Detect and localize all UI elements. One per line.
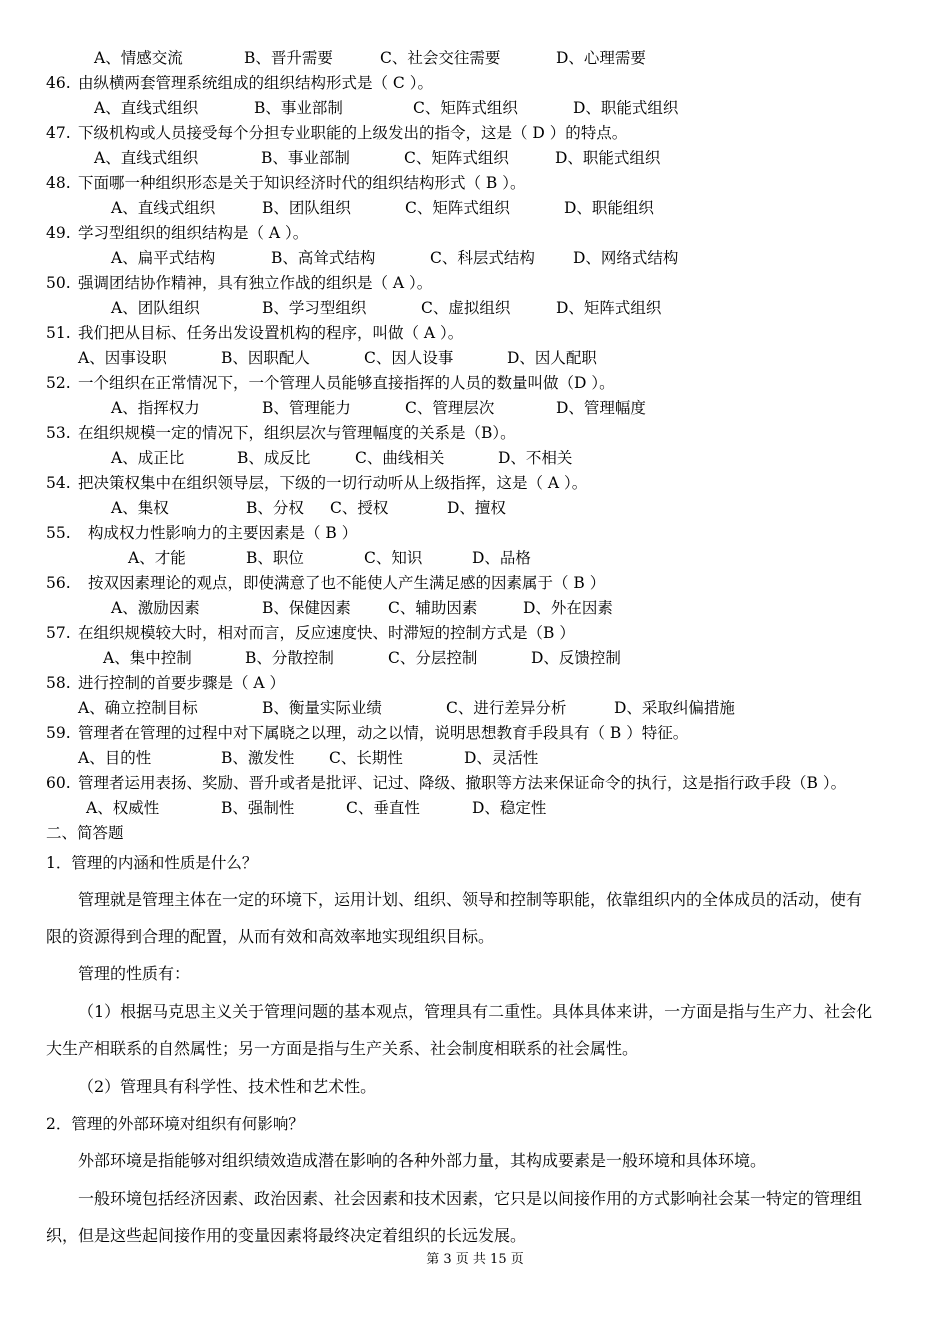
- option: A、因事设职: [78, 349, 167, 367]
- question-59: [46, 723, 688, 743]
- paragraph: 一般环境包括经济因素、政治因素、社会因素和技术因素，它只是以间接作用的方式影响社会某一特定的管理组: [78, 1189, 863, 1208]
- paragraph: 限的资源得到合理的配置，从而有效和高效率地实现组织目标。: [46, 927, 495, 946]
- option: A、直线式组织: [94, 99, 199, 117]
- question-number: 58.: [46, 674, 71, 692]
- question-text: 我们把从目标、任务出发设置机构的程序，叫做（ A ）。: [78, 324, 464, 342]
- question-number: 50.: [46, 274, 71, 292]
- option: B、学习型组织: [262, 299, 367, 317]
- question-number: 56.: [46, 574, 71, 592]
- question-number: 57.: [46, 624, 71, 642]
- question-text: 管理者运用表扬、奖励、晋升或者是批评、记过、降级、撤职等方法来保证命令的执行，这是指行政手段（B ）。: [78, 774, 847, 792]
- option: D、因人配职: [507, 349, 597, 367]
- option: C、曲线相关: [355, 449, 445, 467]
- question-number: 54.: [46, 474, 71, 492]
- option: A、扁平式结构: [111, 249, 216, 267]
- option: A、才能: [128, 549, 186, 567]
- question-52: [46, 373, 615, 393]
- option: A、直线式组织: [94, 149, 199, 167]
- option: B、高耸式结构: [271, 249, 376, 267]
- question-48-options: [111, 198, 654, 218]
- option: C、长期性: [329, 749, 403, 767]
- question-55: [46, 523, 357, 543]
- question-46: [46, 73, 433, 93]
- section-heading: 二、简答题: [46, 824, 124, 842]
- question-text: 进行控制的首要步骤是（ A ）: [78, 674, 286, 692]
- option: D、职能式组织: [573, 99, 679, 117]
- paragraph: 管理的性质有：: [78, 964, 191, 983]
- option: A、指挥权力: [111, 399, 200, 417]
- option: A、确立控制目标: [78, 699, 198, 717]
- paragraph: 外部环境是指能够对组织绩效造成潜在影响的各种外部力量，其构成要素是一般环境和具体环境。: [78, 1151, 767, 1170]
- question-text: 学习型组织的组织结构是（ A ）。: [78, 224, 309, 242]
- option: D、品格: [472, 549, 531, 567]
- question-47: [46, 123, 627, 143]
- option: B、管理能力: [262, 399, 351, 417]
- question-text: 在组织规模一定的情况下，组织层次与管理幅度的关系是（B）。: [78, 424, 516, 442]
- question-52-options: [111, 398, 646, 418]
- question-56: [46, 573, 605, 593]
- option: B、衡量实际业绩: [262, 699, 382, 717]
- question-54-options: [111, 498, 506, 518]
- option: C、矩阵式组织: [404, 149, 509, 167]
- question-54: [46, 473, 587, 493]
- option: A、激励因素: [111, 599, 200, 617]
- paragraph: （2）管理具有科学性、技术性和艺术性。: [78, 1077, 377, 1096]
- option: B、职位: [246, 549, 304, 567]
- paragraph: 大生产相联系的自然属性；另一方面是指与生产关系、社会制度相联系的社会属性。: [46, 1039, 639, 1058]
- option: B、事业部制: [261, 149, 350, 167]
- question-53-options: [111, 448, 572, 468]
- option: B、事业部制: [254, 99, 343, 117]
- option: A、直线式组织: [111, 199, 216, 217]
- option: B、分权: [246, 499, 304, 517]
- option: B、分散控制: [245, 649, 334, 667]
- question-58: [46, 673, 285, 693]
- option: C、矩阵式组织: [405, 199, 510, 217]
- option: A、集中控制: [103, 649, 192, 667]
- option: D、灵活性: [464, 749, 539, 767]
- question-text: 管理者在管理的过程中对下属晓之以理，动之以情，说明思想教育手段具有（ B ）特征。: [78, 724, 689, 742]
- question-text: 按双因素理论的观点，即使满意了也不能使人产生满足感的因素属于（ B ）: [88, 574, 606, 592]
- option: A、集权: [111, 499, 169, 517]
- short-answer-question-2: 2．管理的外部环境对组织有何影响？: [46, 1115, 304, 1133]
- question-number: 48.: [46, 174, 71, 192]
- option: C、矩阵式组织: [413, 99, 518, 117]
- question-48: [46, 173, 526, 193]
- question-number: 59.: [46, 724, 71, 742]
- question-text: 下面哪一种组织形态是关于知识经济时代的组织结构形式（ B ）。: [78, 174, 526, 192]
- question-50: [46, 273, 432, 293]
- question-number: 49.: [46, 224, 71, 242]
- question-text: 把决策权集中在组织领导层，下级的一切行动听从上级指挥，这是（ A ）。: [78, 474, 588, 492]
- question-number: 53.: [46, 424, 71, 442]
- option: A、团队组织: [111, 299, 200, 317]
- option: D、职能式组织: [555, 149, 661, 167]
- option: A、权威性: [86, 799, 160, 817]
- option: C、管理层次: [405, 399, 495, 417]
- question-50-options: [111, 298, 661, 318]
- question-text: 由纵横两套管理系统组成的组织结构形式是（ C ）。: [78, 74, 433, 92]
- option: C、授权: [330, 499, 389, 517]
- question-49: [46, 223, 308, 243]
- option: D、外在因素: [523, 599, 613, 617]
- question-51: [46, 323, 463, 343]
- question-49-options: [111, 248, 678, 268]
- question-text: 强调团结协作精神，具有独立作战的组织是（ A ）。: [78, 274, 433, 292]
- paragraph: 织，但是这些起间接作用的变量因素将最终决定着组织的长远发展。: [46, 1226, 527, 1245]
- option: D、采取纠偏措施: [614, 699, 735, 717]
- question-46-options: [94, 98, 678, 118]
- question-number: 47.: [46, 124, 71, 142]
- question-56-options: [111, 598, 613, 618]
- option: D、不相关: [498, 449, 573, 467]
- question-number: 55.: [46, 524, 71, 542]
- option: B、团队组织: [262, 199, 351, 217]
- question-45-options: [94, 48, 646, 68]
- option: C、辅助因素: [388, 599, 478, 617]
- option: C、垂直性: [346, 799, 420, 817]
- option: B、强制性: [221, 799, 295, 817]
- page-footer: 第 3 页 共 15 页: [426, 1252, 524, 1267]
- option: C、知识: [364, 549, 423, 567]
- option: C、虚拟组织: [421, 299, 511, 317]
- option: D、反馈控制: [531, 649, 621, 667]
- question-text: 一个组织在正常情况下，一个管理人员能够直接指挥的人员的数量叫做（D ）。: [78, 374, 615, 392]
- option: D、职能组织: [564, 199, 654, 217]
- paragraph: 管理就是管理主体在一定的环境下，运用计划、组织、领导和控制等职能，依靠组织内的全体成员的活动，使有: [78, 890, 863, 909]
- short-answer-question-1: 1．管理的内涵和性质是什么？: [46, 854, 258, 872]
- option: B、保健因素: [262, 599, 351, 617]
- question-47-options: [94, 148, 660, 168]
- question-number: 60.: [46, 774, 71, 792]
- question-text: 下级机构或人员接受每个分担专业职能的上级发出的指令，这是（ D ）的特点。: [78, 124, 628, 142]
- option: A、目的性: [78, 749, 152, 767]
- option: D、心理需要: [556, 49, 646, 67]
- question-51-options: [78, 348, 597, 368]
- question-60-options: [86, 798, 546, 818]
- question-number: 51.: [46, 324, 71, 342]
- option: B、激发性: [221, 749, 295, 767]
- option: B、因职配人: [221, 349, 310, 367]
- question-58-options: [78, 698, 735, 718]
- option: C、分层控制: [388, 649, 478, 667]
- question-55-options: [128, 548, 531, 568]
- question-59-options: [78, 748, 538, 768]
- paragraph: （1）根据马克思主义关于管理问题的基本观点，管理具有二重性。具体具体来讲，一方面是指与生产力、社会化: [78, 1002, 873, 1021]
- option: C、因人设事: [364, 349, 454, 367]
- option: C、进行差异分析: [446, 699, 567, 717]
- option: C、社会交往需要: [380, 49, 501, 67]
- option: D、管理幅度: [556, 399, 646, 417]
- option: D、网络式结构: [573, 249, 679, 267]
- option: D、稳定性: [472, 799, 547, 817]
- question-57: [46, 623, 575, 643]
- question-text: 在组织规模较大时，相对而言，反应速度快、时滞短的控制方式是（B ）: [78, 624, 575, 642]
- question-text: 构成权力性影响力的主要因素是（ B ）: [88, 524, 358, 542]
- option: B、晋升需要: [244, 49, 333, 67]
- question-53: [46, 423, 516, 443]
- option: C、科层式结构: [430, 249, 535, 267]
- option: D、矩阵式组织: [556, 299, 662, 317]
- option: B、成反比: [237, 449, 311, 467]
- question-number: 52.: [46, 374, 71, 392]
- option: A、情感交流: [94, 49, 183, 67]
- question-60: [46, 773, 846, 793]
- question-57-options: [103, 648, 621, 668]
- question-number: 46.: [46, 74, 71, 92]
- option: A、成正比: [111, 449, 185, 467]
- option: D、擅权: [447, 499, 506, 517]
